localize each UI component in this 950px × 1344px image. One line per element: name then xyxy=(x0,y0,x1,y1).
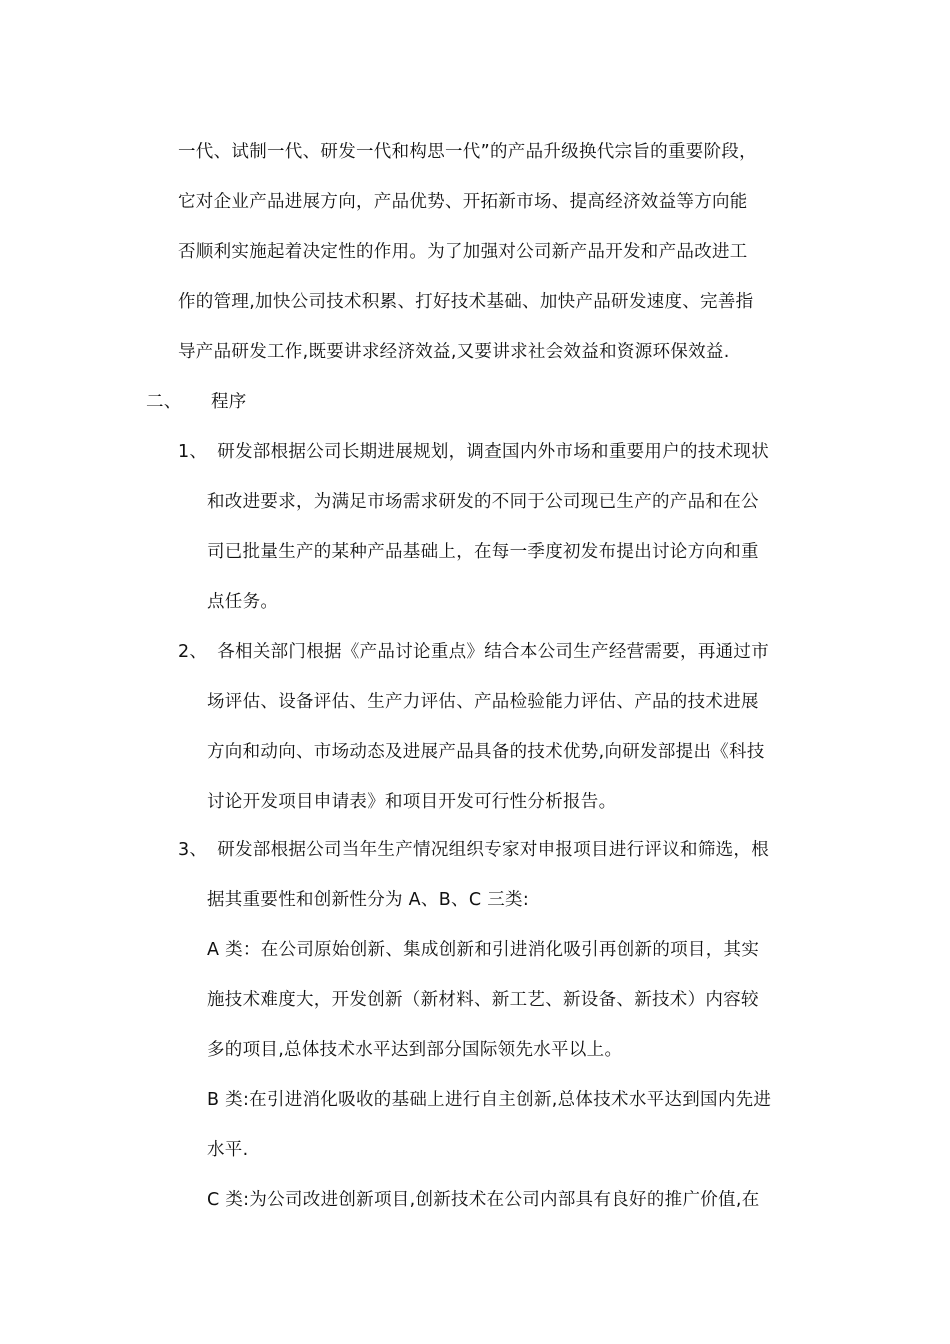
intro-line: 一代、试制一代、研发一代和构思一代”的产品升级换代宗旨的重要阶段， xyxy=(178,142,757,162)
section-title: 程序 xyxy=(211,392,247,412)
list-item-line: 水平. xyxy=(207,1140,249,1160)
list-item-line: 讨论开发项目申请表》和项目开发可行性分析报告。 xyxy=(207,792,617,812)
list-item-number: 1、 xyxy=(178,442,208,462)
list-item-text: 各相关部门根据《产品讨论重点》结合本公司生产经营需要，再通过市 xyxy=(217,642,770,662)
intro-line: 导产品研发工作,既要讲求经济效益,又要讲求社会效益和资源环保效益. xyxy=(178,342,730,362)
section-number: 二、 xyxy=(146,392,182,412)
list-item-line: 司已批量生产的某种产品基础上，在每一季度初发布提出讨论方向和重 xyxy=(207,542,759,562)
list-item-line: 方向和动向、市场动态及进展产品具备的技术优势,向研发部提出《科技 xyxy=(207,742,765,762)
intro-line: 否顺利实施起着决定性的作用。为了加强对公司新产品开发和产品改进工 xyxy=(178,242,748,262)
list-item-first-line xyxy=(178,640,769,664)
list-item-text: 研发部根据公司当年生产情况组织专家对申报项目进行评议和筛选，根 xyxy=(217,840,770,860)
list-item-first-line xyxy=(178,440,769,464)
list-item-line: A 类：在公司原始创新、集成创新和引进消化吸引再创新的项目，其实 xyxy=(207,940,760,960)
list-item-line: 施技术难度大，开发创新（新材料、新工艺、新设备、新技术）内容较 xyxy=(207,990,759,1010)
list-item-line: C 类:为公司改进创新项目,创新技术在公司内部具有良好的推广价值,在 xyxy=(207,1190,760,1210)
list-item-first-line xyxy=(178,838,769,862)
list-item-number: 3、 xyxy=(178,840,208,860)
intro-line: 作的管理,加快公司技术积累、打好技术基础、加快产品研发速度、完善指 xyxy=(178,292,754,312)
list-item-number: 2、 xyxy=(178,642,208,662)
list-item-line: 据其重要性和创新性分为 A、B、C 三类: xyxy=(207,890,530,910)
list-item-line: 多的项目,总体技术水平达到部分国际领先水平以上。 xyxy=(207,1040,623,1060)
list-item-line: 和改进要求，为满足市场需求研发的不同于公司现已生产的产品和在公 xyxy=(207,492,759,512)
list-item-line: 点任务。 xyxy=(207,592,279,612)
list-item-line: 场评估、设备评估、生产力评估、产品检验能力评估、产品的技术进展 xyxy=(207,692,759,712)
list-item-text: 研发部根据公司长期进展规划，调查国内外市场和重要用户的技术现状 xyxy=(217,442,770,462)
list-item-line: B 类:在引进消化吸收的基础上进行自主创新,总体技术水平达到国内先进 xyxy=(207,1090,772,1110)
intro-line: 它对企业产品进展方向，产品优势、开拓新市场、提高经济效益等方向能 xyxy=(178,192,748,212)
